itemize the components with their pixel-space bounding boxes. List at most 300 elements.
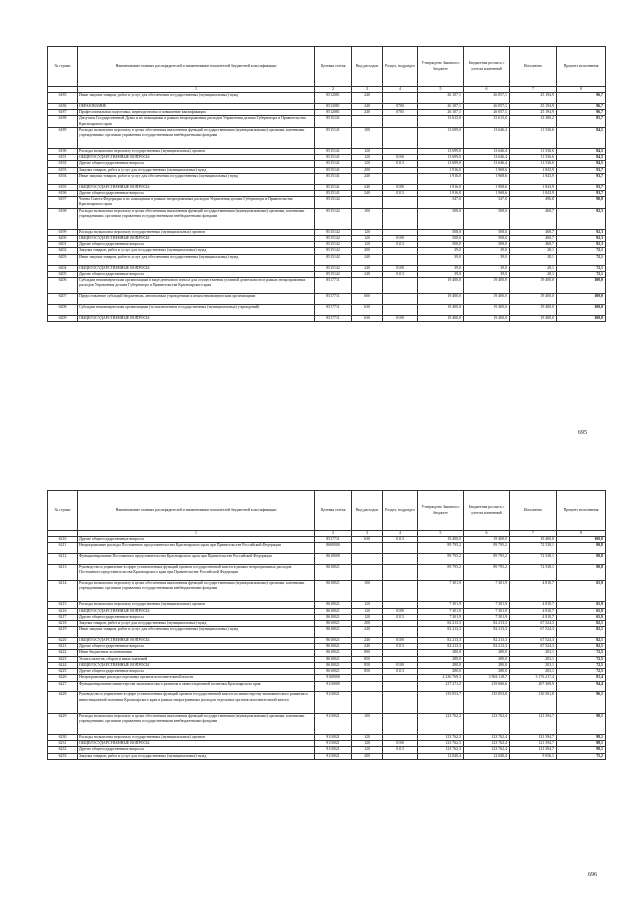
expense-type: 120	[352, 741, 383, 747]
execution-percent: 98,1	[557, 734, 606, 740]
row-number: 6219	[48, 627, 78, 638]
execution-percent: 93,7	[557, 190, 606, 196]
execution-percent: 82,1	[557, 620, 606, 626]
budget-amount: 89 795,2	[464, 543, 510, 554]
table-row	[48, 294, 606, 305]
row-name: Руководство и управление в сфере установленных функций органов государственной власти в рамках непрограммных расходов Постоянного представительства Красноярского края при Правительстве Российской Федерации	[78, 564, 315, 580]
row-name: Непрограммные расходы Постоянного представительства Красноярского края при Правительстве Российской Федерации	[78, 543, 315, 554]
row-name: Другие общегосударственные вопросы	[78, 271, 315, 277]
section	[383, 294, 418, 305]
column-number: 4	[383, 531, 418, 537]
row-number: 6214	[48, 581, 78, 602]
execution-percent: 92,3	[557, 236, 606, 242]
expense-type: 120	[352, 734, 383, 740]
row-name: ОБЩЕГОСУДАРСТВЕННЫЕ ВОПРОСЫ	[78, 315, 315, 321]
header-row	[48, 47, 606, 87]
execution-percent: 85,7	[557, 116, 606, 127]
expense-type: 240	[352, 173, 383, 184]
section: 0113	[383, 537, 418, 543]
budget-amount: 13 646,4	[464, 149, 510, 155]
expense-type: 630	[352, 315, 383, 321]
section: 0700	[383, 103, 418, 109]
target-article: 8512081	[315, 93, 352, 104]
execution-percent: 98,1	[557, 713, 606, 734]
section	[383, 208, 418, 229]
row-number: 6201	[48, 242, 78, 248]
executed-amount: 4 810,7	[510, 602, 557, 608]
expense-type: 240	[352, 265, 383, 271]
target-article: 8610021	[315, 581, 352, 602]
table-row	[48, 581, 606, 602]
approved-amount: 217 271,2	[418, 681, 464, 692]
column-header: Бюджетная роспись с учетом изменений	[464, 47, 510, 87]
executed-amount: 3 176 217,4	[510, 675, 557, 681]
expense-type: 100	[352, 581, 383, 602]
row-number: 6222	[48, 650, 78, 656]
expense-type: 240	[352, 627, 383, 638]
target-article: 8515141	[315, 116, 352, 127]
row-number: 6232	[48, 747, 78, 753]
section	[383, 277, 418, 293]
execution-percent: 80,8	[557, 564, 606, 580]
row-number: 6208	[48, 304, 78, 315]
column-number: 2	[315, 531, 352, 537]
section	[383, 627, 418, 638]
row-number: 6199	[48, 229, 78, 235]
target-article: 8610021	[315, 627, 352, 638]
target-article: 8515141	[315, 190, 352, 196]
column-header: Исполнено	[510, 491, 557, 531]
row-name: Иные закупки товаров, работ и услуг для обеспечения государственных (муниципальных) нужд	[78, 93, 315, 104]
executed-amount: 28,1	[510, 271, 557, 277]
row-number: 6193	[48, 167, 78, 173]
row-number: 6216	[48, 608, 78, 614]
target-article: 8515142	[315, 236, 352, 242]
executed-amount: 4 810,7	[510, 608, 557, 614]
executed-amount: 67 524,3	[510, 638, 557, 644]
execution-percent: 72,5	[557, 650, 606, 656]
row-name: ОБЩЕГОСУДАРСТВЕННЫЕ ВОПРОСЫ	[78, 662, 315, 668]
target-article: 8610021	[315, 614, 352, 620]
budget-amount: 19 400,0	[464, 277, 510, 293]
execution-percent: 93,7	[557, 167, 606, 173]
executed-amount: 25 194,9	[510, 93, 557, 104]
expense-type: 120	[352, 614, 383, 620]
budget-amount: 39,0	[464, 254, 510, 265]
target-article: 9110000	[315, 681, 352, 692]
execution-percent: 84,5	[557, 155, 606, 161]
executed-amount: 9 056,1	[510, 753, 557, 759]
target-article: 8610021	[315, 638, 352, 644]
executed-amount: 11 536,6	[510, 161, 557, 167]
approved-amount: 7 301,9	[418, 608, 464, 614]
approved-amount: 82 213,3	[418, 638, 464, 644]
row-number: 6212	[48, 554, 78, 565]
row-number: 6213	[48, 564, 78, 580]
expense-type	[352, 277, 383, 293]
row-number: 6197	[48, 197, 78, 208]
approved-amount: 123 762,3	[418, 734, 464, 740]
target-article: 8610021	[315, 602, 352, 608]
approved-amount: 7 301,9	[418, 614, 464, 620]
execution-percent: 65,9	[557, 614, 606, 620]
expense-type: 120	[352, 242, 383, 248]
table-row	[48, 713, 606, 734]
execution-percent: 80,8	[557, 554, 606, 565]
executed-amount: 11 536,6	[510, 127, 557, 148]
approved-amount: 13 699,0	[418, 155, 464, 161]
row-number: 6223	[48, 656, 78, 662]
executed-amount: 67 524,3	[510, 627, 557, 638]
row-number: 6228	[48, 692, 78, 713]
target-article: 8610021	[315, 620, 352, 626]
target-article: 9110021	[315, 741, 352, 747]
row-number: 6198	[48, 208, 78, 229]
expense-type: 120	[352, 229, 383, 235]
approved-amount: 7 301,9	[418, 581, 464, 602]
table-header	[48, 47, 606, 93]
target-article: 8610021	[315, 644, 352, 650]
target-article: 8515141	[315, 161, 352, 167]
expense-type: 850	[352, 656, 383, 662]
approved-amount: 508,0	[418, 208, 464, 229]
execution-percent: 72,5	[557, 662, 606, 668]
expense-type	[352, 692, 383, 713]
target-article: 8515142	[315, 254, 352, 265]
budget-amount: 89 795,2	[464, 564, 510, 580]
executed-amount: 496,8	[510, 197, 557, 208]
expense-type: 240	[352, 638, 383, 644]
row-name: ОБЩЕГОСУДАРСТВЕННЫЕ ВОПРОСЫ	[78, 184, 315, 190]
budget-amount: 19 400,0	[464, 315, 510, 321]
target-article: 8515141	[315, 184, 352, 190]
budget-amount: 19 400,0	[464, 304, 510, 315]
section: 0113	[383, 242, 418, 248]
execution-percent: 100,0	[557, 277, 606, 293]
target-article: 8515141	[315, 167, 352, 173]
row-number: 6195	[48, 184, 78, 190]
row-number: 6204	[48, 265, 78, 271]
row-name: Расходы на выплаты персоналу в целях обеспечения выполнения функций государственными (муниципальными) органами, казенными учреждениями, органами управления государственными внебюджетными фондами	[78, 127, 315, 148]
row-number: 6229	[48, 713, 78, 734]
budget-amount: 39,0	[464, 271, 510, 277]
column-number: 3	[352, 531, 383, 537]
row-number: 6187	[48, 110, 78, 116]
budget-amount: 135 853,8	[464, 692, 510, 713]
row-number: 6210	[48, 537, 78, 543]
execution-percent: 92,3	[557, 242, 606, 248]
table-row	[48, 277, 606, 293]
column-number: 4	[383, 87, 418, 93]
row-name: Другие общегосударственные вопросы	[78, 614, 315, 620]
executed-amount: 4 810,7	[510, 581, 557, 602]
budget-amount: 39,0	[464, 265, 510, 271]
column-number: 8	[557, 87, 606, 93]
target-article: 8515141	[315, 155, 352, 161]
section: 0100	[383, 184, 418, 190]
table-row	[48, 543, 606, 554]
executed-amount: 1 843,9	[510, 173, 557, 184]
section	[383, 304, 418, 315]
section	[383, 127, 418, 148]
column-header: Наименование главных распорядителей и наименование показателей бюджетной классификации	[78, 491, 315, 531]
section: 0100	[383, 638, 418, 644]
target-article: 9110021	[315, 753, 352, 759]
executed-amount: 28,1	[510, 265, 557, 271]
executed-amount: 121 394,7	[510, 741, 557, 747]
target-article: 8610000	[315, 554, 352, 565]
execution-percent: 82,1	[557, 627, 606, 638]
expense-type: 120	[352, 747, 383, 753]
row-name: Члены Совета Федерации и их помощники в рамках непрограммных расходов Управления делами Губернатора и Правительства Красноярского края	[78, 197, 315, 208]
row-name: Расходы на выплаты персоналу государственных (муниципальных) органов	[78, 602, 315, 608]
table-row	[48, 681, 606, 692]
expense-type	[352, 543, 383, 554]
execution-percent: 92,3	[557, 208, 606, 229]
row-number: 6185	[48, 93, 78, 104]
approved-amount: 26 107,1	[418, 103, 464, 109]
executed-amount: 19 400,0	[510, 537, 557, 543]
row-number: 6189	[48, 127, 78, 148]
approved-amount: 12 040,4	[418, 753, 464, 759]
executed-amount: 25 194,9	[510, 110, 557, 116]
row-name: Другие общегосударственные вопросы	[78, 669, 315, 675]
approved-amount: 547,0	[418, 197, 464, 208]
expense-type: 240	[352, 103, 383, 109]
budget-table	[47, 490, 606, 760]
page-number: 696	[588, 872, 597, 878]
execution-percent: 72,1	[557, 271, 606, 277]
target-article: 8610021	[315, 564, 352, 580]
target-article: 8515142	[315, 208, 352, 229]
section: 0100	[383, 265, 418, 271]
budget-amount: 19 400,0	[464, 294, 510, 305]
budget-amount: 82 213,3	[464, 644, 510, 650]
row-name: Функционирование министерства экономического развития и инвестиционной политики Красноярского края	[78, 681, 315, 692]
table-row	[48, 564, 606, 580]
column-number: 7	[510, 87, 557, 93]
column-header: Наименование главных распорядителей и наименование показателей бюджетной классификации	[78, 47, 315, 87]
section: 0100	[383, 741, 418, 747]
approved-amount: 280,0	[418, 650, 464, 656]
table-row	[48, 753, 606, 759]
column-number: 5	[418, 531, 464, 537]
target-article: 8517711	[315, 537, 352, 543]
section: 0705	[383, 110, 418, 116]
page-number: 695	[578, 430, 587, 436]
row-number: 6200	[48, 236, 78, 242]
approved-amount: 82 213,3	[418, 627, 464, 638]
approved-amount: 26 107,1	[418, 110, 464, 116]
report-page-2	[47, 490, 605, 760]
execution-percent: 65,9	[557, 602, 606, 608]
target-article: 8610021	[315, 656, 352, 662]
row-number: 6231	[48, 741, 78, 747]
section	[383, 543, 418, 554]
budget-amount: 19 400,0	[464, 537, 510, 543]
executed-amount: 1 843,9	[510, 190, 557, 196]
target-article: 9110021	[315, 747, 352, 753]
budget-amount: 7 301,9	[464, 581, 510, 602]
execution-percent: 84,5	[557, 127, 606, 148]
row-name: Иные закупки товаров, работ и услуг для обеспечения государственных (муниципальных) нужд	[78, 254, 315, 265]
row-number: 6211	[48, 543, 78, 554]
executed-amount: 72 538,1	[510, 564, 557, 580]
row-number: 6217	[48, 614, 78, 620]
column-number: 8	[557, 531, 606, 537]
budget-amount: 508,0	[464, 229, 510, 235]
execution-percent: 65,9	[557, 581, 606, 602]
budget-amount: 7 301,9	[464, 614, 510, 620]
executed-amount: 121 394,7	[510, 734, 557, 740]
budget-amount: 508,0	[464, 242, 510, 248]
row-number: 6226	[48, 675, 78, 681]
section: 0100	[383, 155, 418, 161]
row-name: Функционирование Постоянного представительства Красноярского края при Правительстве Российской Федерации	[78, 554, 315, 565]
approved-amount: 7 301,9	[418, 602, 464, 608]
expense-type	[352, 554, 383, 565]
target-article: 8515141	[315, 127, 352, 148]
row-name: Профессиональная подготовка, переподготовка и повышение квалификации	[78, 110, 315, 116]
row-number: 6218	[48, 620, 78, 626]
executed-amount: 67 524,3	[510, 620, 557, 626]
column-number: 1	[78, 531, 315, 537]
row-name: ОБРАЗОВАНИЕ	[78, 103, 315, 109]
row-name: Предоставление субсидий бюджетным, автономным учреждениям и иным некоммерческим организациям	[78, 294, 315, 305]
section	[383, 197, 418, 208]
column-header: Утверждено Законом о бюджете	[418, 47, 464, 87]
approved-amount: 280,0	[418, 656, 464, 662]
column-number: 6	[464, 531, 510, 537]
target-article: 8512081	[315, 103, 352, 109]
executed-amount: 4 810,7	[510, 614, 557, 620]
budget-amount: 219 666,6	[464, 681, 510, 692]
row-name: ОБЩЕГОСУДАРСТВЕННЫЕ ВОПРОСЫ	[78, 608, 315, 614]
column-header: Исполнено	[510, 47, 557, 87]
approved-amount: 26 107,1	[418, 93, 464, 104]
table-row	[48, 304, 606, 315]
expense-type	[352, 681, 383, 692]
row-name: Расходы на выплаты персоналу в целях обеспечения выполнения функций государственными (муниципальными) органами, казенными учреждениями, органами управления государственными внебюджетными фондами	[78, 581, 315, 602]
approved-amount: 39,0	[418, 248, 464, 254]
executed-amount: 19 400,0	[510, 315, 557, 321]
expense-type: 200	[352, 753, 383, 759]
row-name: Иные бюджетные ассигнования	[78, 650, 315, 656]
target-article: 8515142	[315, 242, 352, 248]
table-header	[48, 491, 606, 537]
budget-amount: 508,0	[464, 236, 510, 242]
budget-amount: 547,0	[464, 197, 510, 208]
column-header: Целевая статья	[315, 47, 352, 87]
budget-amount: 508,0	[464, 208, 510, 229]
approved-amount: 508,0	[418, 229, 464, 235]
approved-amount: 13 699,0	[418, 161, 464, 167]
approved-amount: 1 916,0	[418, 190, 464, 196]
column-header: Раздел, подраздел	[383, 491, 418, 531]
executed-amount: 203,1	[510, 650, 557, 656]
executed-amount: 25 194,9	[510, 103, 557, 109]
budget-amount: 1 968,6	[464, 184, 510, 190]
row-name: Расходы на выплаты персоналу государственных (муниципальных) органов	[78, 734, 315, 740]
row-name: ОБЩЕГОСУДАРСТВЕННЫЕ ВОПРОСЫ	[78, 265, 315, 271]
execution-percent: 96,7	[557, 103, 606, 109]
approved-amount: 89 795,2	[418, 554, 464, 565]
expense-type: 800	[352, 650, 383, 656]
column-header: Процент исполнения	[557, 491, 606, 531]
section	[383, 581, 418, 602]
column-header: Бюджетная роспись с учетом изменений	[464, 491, 510, 531]
execution-percent: 98,1	[557, 747, 606, 753]
execution-percent: 72,5	[557, 669, 606, 675]
expense-type: 630	[352, 537, 383, 543]
section: 0113	[383, 747, 418, 753]
approved-amount: 82 213,3	[418, 620, 464, 626]
row-number: 6186	[48, 103, 78, 109]
expense-type: 850	[352, 669, 383, 675]
row-number: 6203	[48, 254, 78, 265]
budget-amount: 13 646,4	[464, 127, 510, 148]
table-row	[48, 627, 606, 638]
table-row	[48, 692, 606, 713]
approved-amount: 39,0	[418, 254, 464, 265]
approved-amount: 89 795,2	[418, 564, 464, 580]
table-row	[48, 127, 606, 148]
expense-type: 120	[352, 602, 383, 608]
expense-type: 200	[352, 620, 383, 626]
row-number: 6202	[48, 248, 78, 254]
expense-type: 240	[352, 110, 383, 116]
row-number: 6220	[48, 638, 78, 644]
approved-amount: 1 916,0	[418, 184, 464, 190]
budget-amount: 1 968,6	[464, 167, 510, 173]
expense-type: 240	[352, 271, 383, 277]
expense-type	[352, 197, 383, 208]
executed-amount: 468,7	[510, 236, 557, 242]
budget-amount: 39,0	[464, 248, 510, 254]
row-number: 6192	[48, 161, 78, 167]
execution-percent: 84,5	[557, 161, 606, 167]
budget-amount: 123 762,4	[464, 741, 510, 747]
target-article: 9110021	[315, 692, 352, 713]
column-header: Вид расходов	[352, 491, 383, 531]
expense-type	[352, 564, 383, 580]
row-number: 6233	[48, 753, 78, 759]
target-article: 8515142	[315, 265, 352, 271]
row-name: Субсидии некоммерческим организациям (за исключением государственных (муниципальных) учреждений)	[78, 304, 315, 315]
column-number: 1	[78, 87, 315, 93]
row-name: Расходы на выплаты персоналу в целях обеспечения выполнения функций государственными (муниципальными) органами, казенными учреждениями, органами управления государственными внебюджетными фондами	[78, 208, 315, 229]
column-number: 2	[315, 87, 352, 93]
row-name: ОБЩЕГОСУДАРСТВЕННЫЕ ВОПРОСЫ	[78, 236, 315, 242]
budget-amount: 82 213,3	[464, 620, 510, 626]
executed-amount: 1 843,9	[510, 184, 557, 190]
target-article: 9100000	[315, 675, 352, 681]
execution-percent: 100,0	[557, 304, 606, 315]
section: 0113	[383, 669, 418, 675]
row-number: 6225	[48, 669, 78, 675]
row-name: Расходы на выплаты персоналу государственных (муниципальных) органов	[78, 149, 315, 155]
row-number: 6205	[48, 271, 78, 277]
expense-type: 240	[352, 184, 383, 190]
executed-amount: 13 380,2	[510, 116, 557, 127]
target-article: 8515142	[315, 248, 352, 254]
approved-amount: 4 236 769,3	[418, 675, 464, 681]
target-article: 8600000	[315, 543, 352, 554]
execution-percent: 100,0	[557, 315, 606, 321]
target-article: 8515142	[315, 271, 352, 277]
budget-amount: 280,0	[464, 650, 510, 656]
executed-amount: 72 538,1	[510, 543, 557, 554]
